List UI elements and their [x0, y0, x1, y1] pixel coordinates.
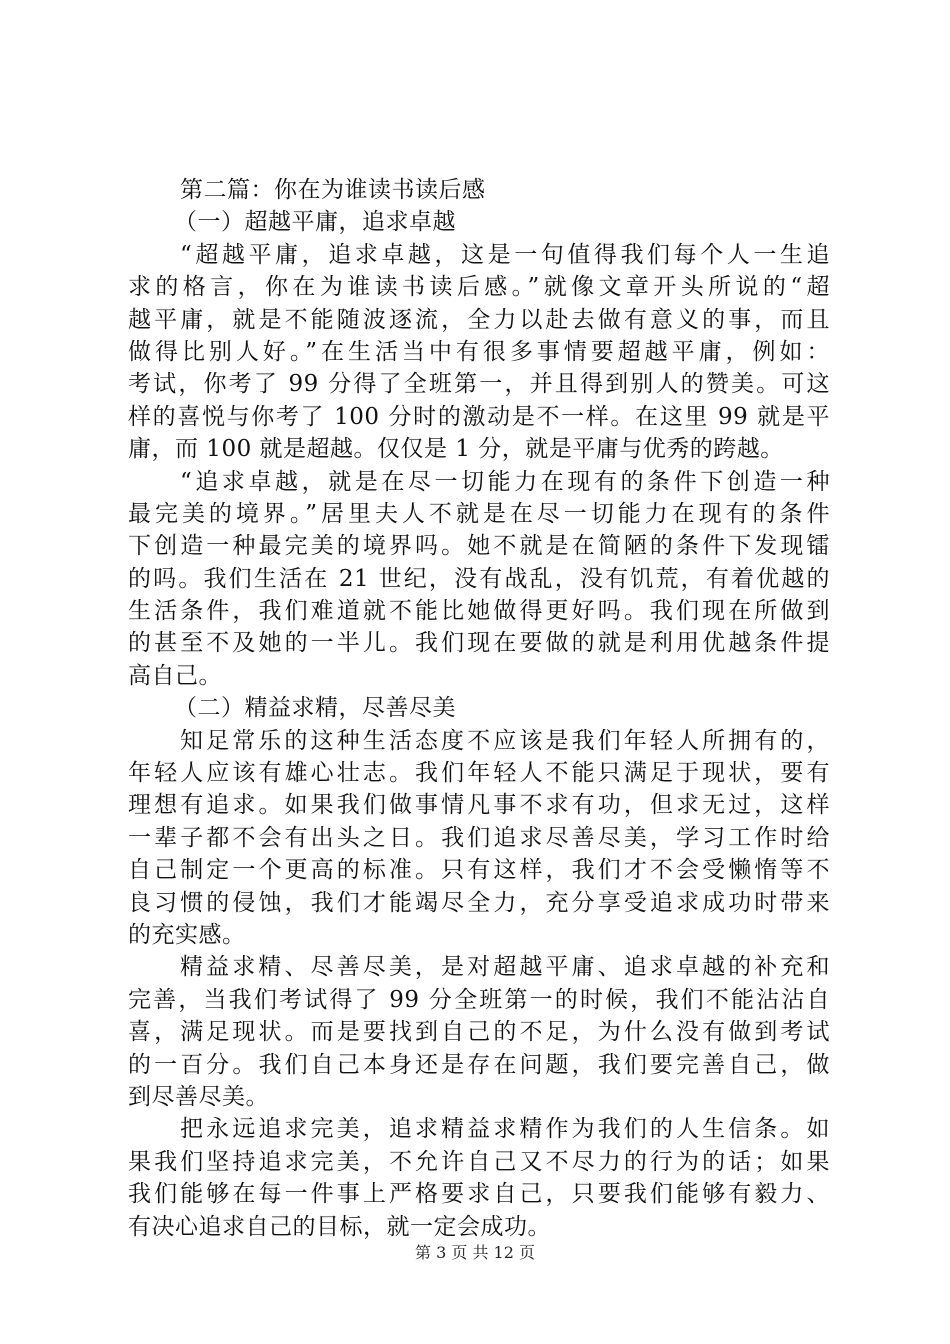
- text-line: 生活条件，我们难道就不能比她做得更好吗。我们现在所做到: [128, 598, 830, 625]
- text-line: 高自己。: [128, 662, 222, 689]
- section-heading: （一）超越平庸，追求卓越: [174, 209, 456, 236]
- text-line: 良习惯的侵蚀，我们才能竭尽全力，充分享受追求成功时带来: [128, 889, 830, 916]
- text-line: 完善，当我们考试得了 99 分全班第一的时候，我们不能沾沾自: [128, 986, 830, 1013]
- section-heading: （二）精益求精，尽善尽美: [174, 695, 456, 722]
- text-line: 下创造一种最完美的境界吗。她不就是在简陋的条件下发现镭: [128, 533, 830, 560]
- text-line: 样的喜悦与你考了 100 分时的激动是不一样。在这里 99 就是平: [128, 403, 830, 430]
- text-line: 求的格言，你在为谁读书读后感。”就像文章开头所说的“超: [128, 274, 830, 301]
- text-line: 有决心追求自己的目标，就一定会成功。: [128, 1213, 551, 1240]
- text-line: 果我们坚持追求完美，不允许自己又不尽力的行为的话；如果: [128, 1148, 830, 1175]
- text-line: 把永远追求完美，追求精益求精作为我们的人生信条。如: [180, 1116, 830, 1143]
- text-line: 年轻人应该有雄心壮志。我们年轻人不能只满足于现状，要有: [128, 760, 830, 787]
- text-line: 庸，而 100 就是超越。仅仅是 1 分，就是平庸与优秀的跨越。: [128, 436, 784, 463]
- text-line: 考试，你考了 99 分得了全班第一，并且得到别人的赞美。可这: [128, 371, 830, 398]
- text-line: 做得比别人好。”在生活当中有很多事情要超越平庸，例如：: [128, 338, 830, 365]
- text-line: 知足常乐的这种生活态度不应该是我们年轻人所拥有的，: [180, 727, 830, 754]
- text-line: 精益求精、尽善尽美，是对超越平庸、追求卓越的补充和: [180, 954, 830, 981]
- document-title: 第二篇：你在为谁读书读后感: [180, 177, 486, 203]
- text-line: 我们能够在每一件事上严格要求自己，只要我们能够有毅力、: [128, 1181, 830, 1208]
- text-line: 的充实感。: [128, 921, 246, 948]
- text-line: 到尽善尽美。: [128, 1083, 269, 1110]
- text-line: 的吗。我们生活在 21 世纪，没有战乱，没有饥荒，有着优越的: [128, 565, 830, 592]
- text-line: 理想有追求。如果我们做事情凡事不求有功，但求无过，这样: [128, 792, 830, 819]
- text-line: 的一百分。我们自己本身还是存在问题，我们要完善自己，做: [128, 1051, 830, 1078]
- text-line: 一辈子都不会有出头之日。我们追求尽善尽美，学习工作时给: [128, 824, 830, 851]
- text-line: “追求卓越，就是在尽一切能力在现有的条件下创造一种: [180, 468, 830, 495]
- text-line: “超越平庸，追求卓越，这是一句值得我们每个人一生追: [180, 241, 830, 268]
- text-line: 的甚至不及她的一半儿。我们现在要做的就是利用优越条件提: [128, 630, 830, 657]
- document-body: [128, 174, 830, 1243]
- text-line: 越平庸，就是不能随波逐流，全力以赴去做有意义的事，而且: [128, 306, 830, 333]
- page-footer: 第 3 页 共 12 页: [415, 1243, 535, 1262]
- text-line: 自己制定一个更高的标准。只有这样，我们才不会受懒惰等不: [128, 857, 830, 884]
- text-line: 喜，满足现状。而是要找到自己的不足，为什么没有做到考试: [128, 1019, 830, 1046]
- text-line: 最完美的境界。”居里夫人不就是在尽一切能力在现有的条件: [128, 500, 830, 527]
